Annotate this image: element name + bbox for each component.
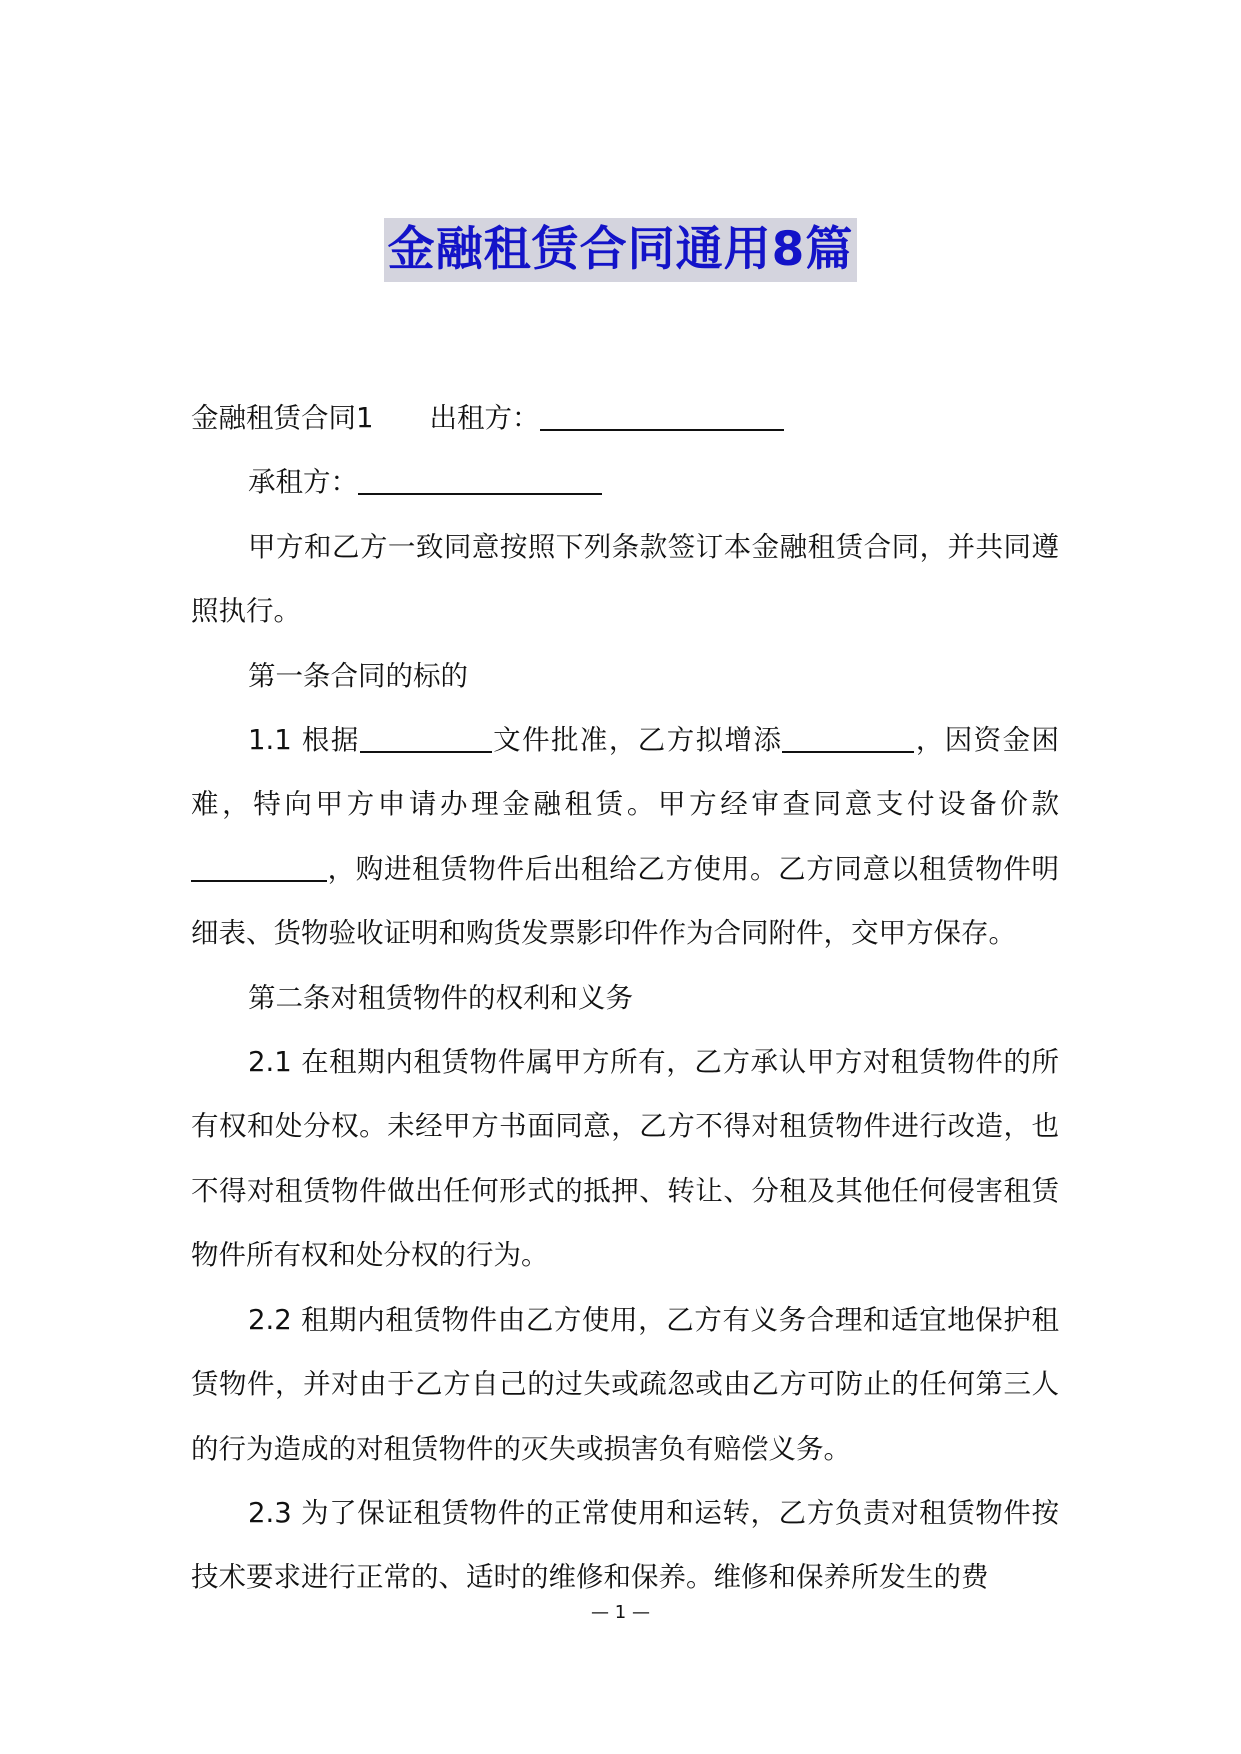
lessee-line <box>191 450 1059 514</box>
contract-header-line <box>191 386 1059 450</box>
title-container <box>0 218 1241 282</box>
clause-1-1-part-d: ，购进租赁物件后出租给乙方使用。乙方同意以租赁物件明细表、货物验收证明和购货发票影印件作为合同附件，交甲方保存。 <box>191 852 1059 950</box>
clause-1-1 <box>191 708 1059 966</box>
clause-1-1-part-a: 1.1 根据 <box>248 724 360 757</box>
document-title: 金融租赁合同通用8篇 <box>384 218 858 282</box>
clause-2-1: 2.1 在租期内租赁物件属甲方所有，乙方承认甲方对租赁物件的所有权和处分权。未经甲方书面同意，乙方不得对租赁物件进行改造，也不得对租赁物件做出任何形式的抵押、转让、分租及其他任何侵害租赁物件所有权和处分权的行为。 <box>191 1046 1059 1272</box>
clause-2-2: 2.2 租期内租赁物件由乙方使用，乙方有义务合理和适宜地保护租赁物件，并对由于乙方自己的过失或疏忽或由乙方可防止的任何第三人的行为造成的对租赁物件的灭失或损害负有赔偿义务。 <box>191 1303 1059 1465</box>
equipment-blank <box>782 721 914 753</box>
document-body <box>191 386 1059 1610</box>
clause-1-1-part-b: 文件批准，乙方拟增添 <box>491 724 783 757</box>
contract-number: 金融租赁合同1 <box>191 402 374 434</box>
intro-paragraph: 甲方和乙方一致同意按照下列条款签订本金融租赁合同，并共同遵照执行。 <box>191 530 1059 628</box>
article-1-heading: 第一条合同的标的 <box>248 659 468 692</box>
lessor-blank <box>540 399 784 431</box>
article-2-heading: 第二条对租赁物件的权利和义务 <box>248 981 633 1014</box>
lessee-label: 承租方： <box>248 466 358 499</box>
clause-1-1-part-c: ，因资金困难，特向甲方申请办理金融租赁。甲方经审查同意支付设备价款 <box>191 724 1059 821</box>
clause-2-3: 2.3 为了保证租赁物件的正常使用和运转，乙方负责对租赁物件按技术要求进行正常的、适时的维修和保养。维修和保养所发生的费 <box>191 1496 1059 1594</box>
page-number: — 1 — <box>591 1602 650 1623</box>
lessee-blank <box>358 463 602 495</box>
approval-doc-blank <box>360 721 492 753</box>
price-blank <box>191 850 327 882</box>
lessor-label: 出租方： <box>429 402 540 434</box>
